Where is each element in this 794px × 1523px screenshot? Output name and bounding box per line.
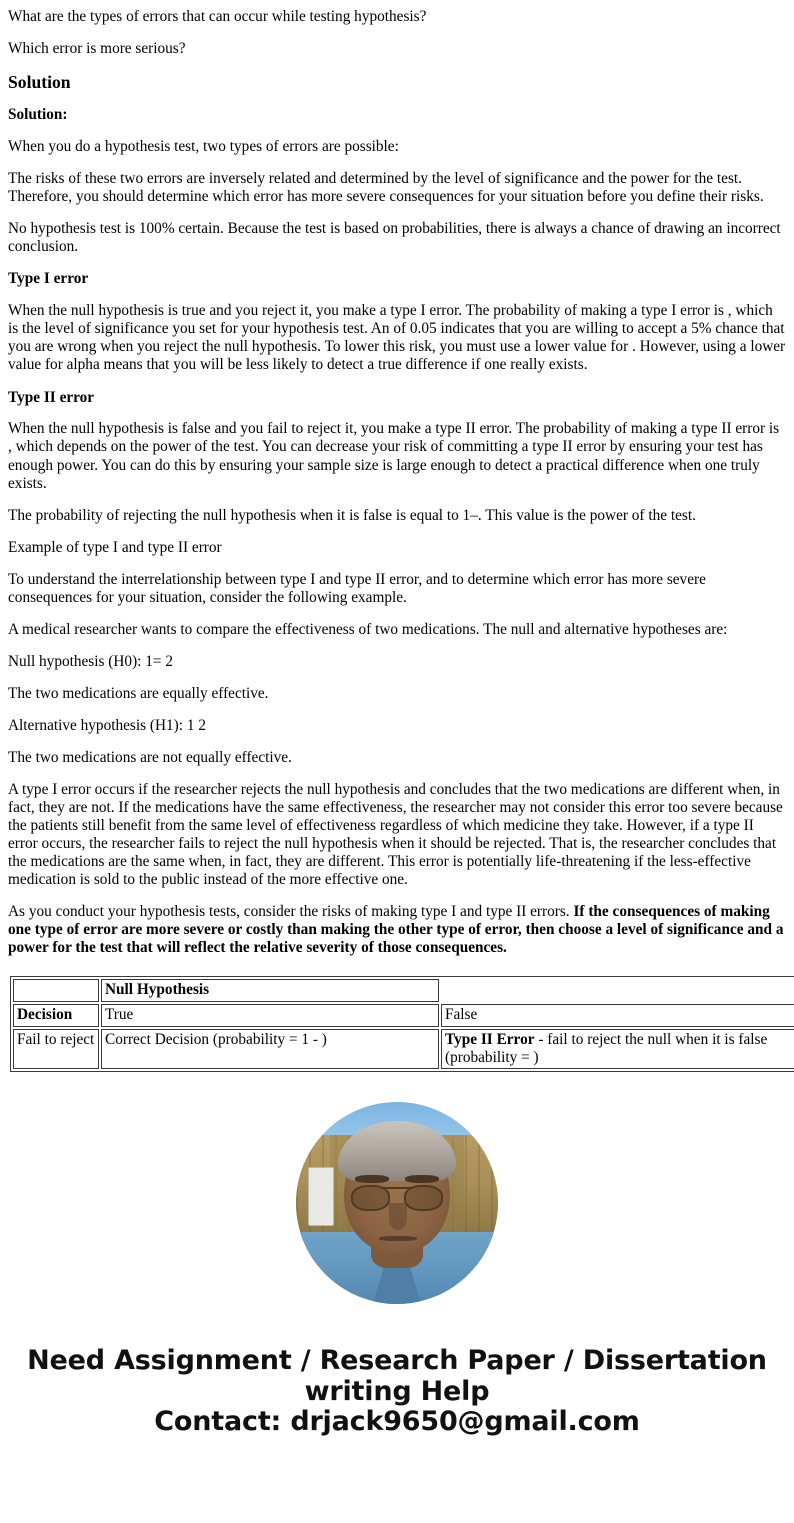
type-1-error-paragraph: When the null hypothesis is true and you reject it, you make a type I error. The probability of making a type I error is , which is the level of significance you set for your hypothesis test. An of 0.05 indicates that you are willing to accept a 5% chance that you are wrong when you reject the null hypothesis. To lower this risk, you must use a lower value for . However, using a lower value for alpha means that you will be less likely to detect a true difference if one really exists. <box>8 302 786 374</box>
decision-table-wrapper <box>8 976 786 1072</box>
heading-type-2-error: Type II error <box>8 388 95 406</box>
conclusion-normal-text: As you conduct your hypothesis tests, consider the risks of making type I and type II errors. <box>8 903 574 921</box>
avatar-eyebrow-left <box>355 1175 389 1183</box>
certainty-paragraph: No hypothesis test is 100% certain. Because the test is based on probabilities, there is always a chance of drawing an incorrect conclusion. <box>8 220 781 256</box>
question-2: Which error is more serious? <box>8 40 186 58</box>
cell-false: False <box>441 1004 794 1027</box>
intro-paragraph: When you do a hypothesis test, two types of errors are possible: <box>8 138 399 156</box>
table-row <box>13 1029 794 1069</box>
table-row <box>13 1004 794 1027</box>
type-2-error-rest-text: - fail to reject the null when it is false (probability = ) <box>445 1030 768 1066</box>
avatar-glasses-bridge <box>381 1187 413 1189</box>
cell-header-null-hypothesis <box>101 979 439 1002</box>
type-1-example-paragraph: A type I error occurs if the researcher rejects the null hypothesis and concludes that the two medications are different when, in fact, they are not. If the medications have the same effectiveness, the researcher may not consider this error too severe because the patients still benefit from the same level of effectiveness regardless of which medicine they take. However, if a type II error occurs, the researcher fails to reject the null hypothesis when it should be rejected. That is, the researcher concludes that the medications are the same when, in fact, they are different. This error is potentially life-threatening if the less-effective medication is sold to the public instead of the more effective one. <box>8 781 783 889</box>
risks-paragraph: The risks of these two errors are inversely related and determined by the level of significance and the power for the test. Therefore, you should determine which error has more severe consequences for your situation before you define their risks. <box>8 170 764 206</box>
cell-true: True <box>101 1004 439 1027</box>
conclusion-paragraph <box>8 903 786 957</box>
footer-contact-block <box>8 1346 786 1468</box>
section-heading-solution: Solution <box>8 72 71 93</box>
cell-decision-label <box>13 1004 99 1027</box>
heading-example: Example of type I and type II error <box>8 538 222 556</box>
decision-table <box>10 976 794 1072</box>
alternative-hypothesis-meaning: The two medications are not equally effective. <box>8 748 292 766</box>
cell-header-blank-right <box>441 979 794 1002</box>
avatar-nose <box>389 1203 407 1229</box>
type-2-error-paragraph: When the null hypothesis is false and you fail to reject it, you make a type II error. The probability of making a type II error is , which depends on the power of the test. You can decrease your risk of committing a type II error by ensuring your test has enough power. You can do this by ensuring your sample size is large enough to detect a practical difference when one truly exists. <box>8 420 780 492</box>
null-hypothesis-line: Null hypothesis (H0): 1= 2 <box>8 652 173 670</box>
avatar-mouth <box>379 1236 417 1241</box>
researcher-paragraph: A medical researcher wants to compare the effectiveness of two medications. The null and alternative hypotheses are: <box>8 620 728 638</box>
cell-correct-decision: Correct Decision (probability = 1 - ) <box>101 1029 439 1069</box>
heading-type-1-error: Type I error <box>8 270 89 288</box>
avatar-block <box>8 1102 786 1304</box>
avatar <box>296 1102 498 1304</box>
footer-headline: Need Assignment / Research Paper / Dissertation writing Help <box>27 1345 767 1407</box>
question-1: What are the types of errors that can occur while testing hypothesis? <box>8 8 427 25</box>
null-hypothesis-header-text: Null Hypothesis <box>105 981 210 999</box>
cell-header-blank <box>13 979 99 1002</box>
decision-label-text: Decision <box>17 1006 73 1024</box>
avatar-eyebrow-right <box>405 1175 439 1183</box>
alternative-hypothesis-line: Alternative hypothesis (H1): 1 2 <box>8 716 206 734</box>
avatar-wall-switch <box>308 1167 334 1226</box>
type-2-error-bold-text: Type II Error <box>445 1030 535 1048</box>
cell-type-2-error <box>441 1029 794 1069</box>
cell-fail-to-reject-label: Fail to reject <box>13 1029 99 1069</box>
power-paragraph: The probability of rejecting the null hypothesis when it is false is equal to 1–. This value is the power of the test. <box>8 506 696 524</box>
conclusion-bold-text: If the consequences of making one type of error are more severe or costly than making the other type of error, then choose a level of significance and a power for the test that will reflect the relative severity of those consequences. <box>8 903 784 957</box>
table-row <box>13 979 794 1002</box>
solution-label: Solution: <box>8 106 68 124</box>
example-intro-paragraph: To understand the interrelationship between type I and type II error, and to determine which error has more severe consequences for your situation, consider the following example. <box>8 570 706 606</box>
null-hypothesis-meaning: The two medications are equally effective. <box>8 684 269 702</box>
footer-contact-email: Contact: drjack9650@gmail.com <box>154 1406 640 1438</box>
